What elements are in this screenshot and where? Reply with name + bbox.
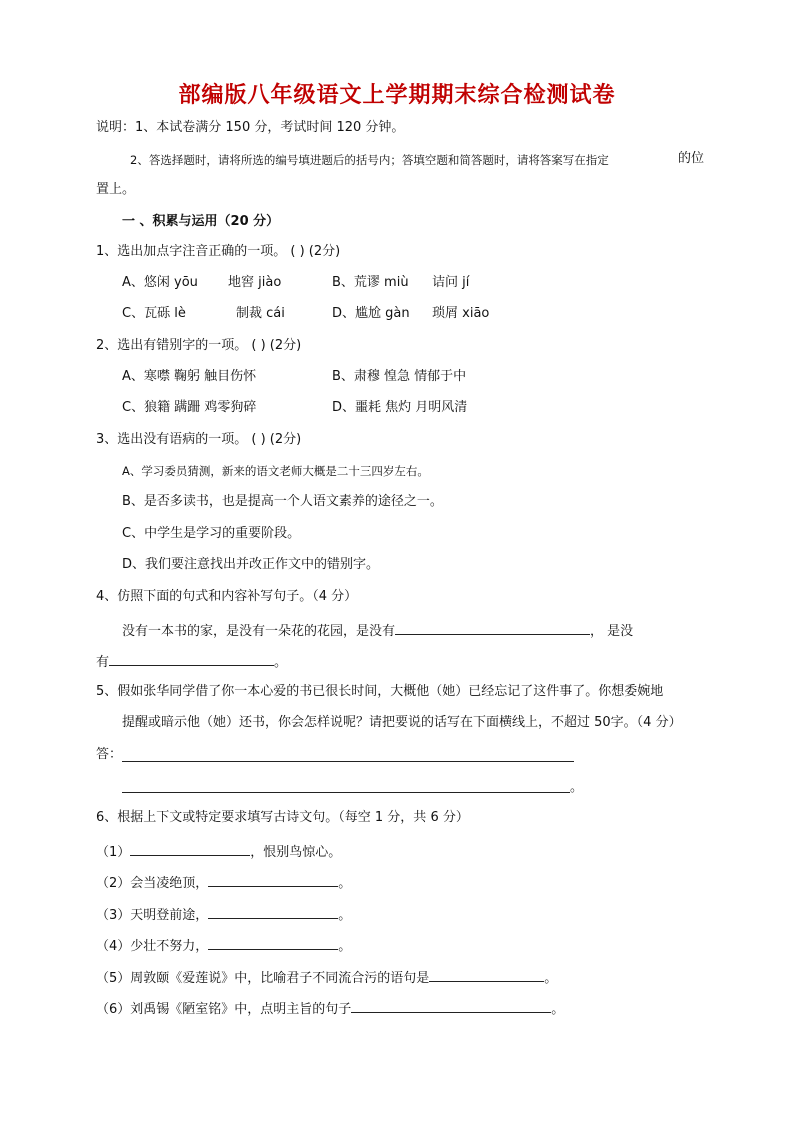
q1-option-a2: 地窖 jiào [228, 275, 282, 290]
q4-line-2 [96, 651, 287, 672]
q4-blank-1[interactable] [395, 620, 590, 635]
q2-option-d: D、噩耗 焦灼 月明风清 [332, 400, 468, 415]
q6-item-3-end: 。 [338, 908, 352, 923]
q1-option-a1: A、悠闲 yōu [122, 275, 198, 290]
q6-item-4-text: （4）少壮不努力， [96, 939, 209, 954]
q3-stem: 3、选出没有语病的一项。 ( ) (2分) [96, 432, 302, 447]
q6-blank-6[interactable] [351, 998, 551, 1013]
q6-item-2 [96, 872, 351, 893]
q2-stem: 2、选出有错别字的一项。 ( ) (2分) [96, 338, 302, 353]
q6-item-2-text: （2）会当凌绝顶， [96, 876, 209, 891]
q2-option-c: C、狼籍 蹒跚 鸡零狗碎 [122, 400, 257, 415]
q6-blank-4[interactable] [208, 935, 338, 950]
q4-stem: 4、仿照下面的句式和内容补写句子。（4 分） [96, 589, 358, 604]
q6-item-5 [96, 967, 557, 988]
q6-item-6 [96, 998, 564, 1019]
q1-option-c1: C、瓦砾 lè [122, 306, 186, 321]
q6-stem: 6、根据上下文或特定要求填写古诗文句。（每空 1 分，共 6 分） [96, 810, 469, 825]
q1-stem: 1、选出加点字注音正确的一项。 ( ) (2分) [96, 244, 341, 259]
q5-answer-label: 答： [96, 747, 123, 762]
note-1: 说明：1、本试卷满分 150 分，考试时间 120 分钟。 [96, 120, 405, 135]
q4-line-1 [122, 620, 633, 641]
q4-line-1-tail: ， 是没 [590, 624, 634, 639]
q5-line-1: 5、假如张华同学借了你一本心爱的书已很长时间，大概他（她）已经忘记了这件事了。你想委婉地 [96, 684, 664, 699]
note-2-tail: 的位 [678, 151, 705, 166]
q1-option-d1: D、尴尬 gàn [332, 306, 410, 321]
q6-blank-3[interactable] [208, 904, 338, 919]
q6-item-6-text: （6）刘禹锡《陋室铭》中，点明主旨的句子 [96, 1002, 352, 1017]
q6-item-4 [96, 935, 351, 956]
q6-item-3-text: （3）天明登前途， [96, 908, 209, 923]
q4-line-2-text: 有 [96, 655, 110, 670]
page-title: 部编版八年级语文上学期期末综合检测试卷 [178, 82, 616, 108]
q1-option-b1: B、荒谬 miù [332, 275, 409, 290]
q6-blank-1[interactable] [130, 841, 250, 856]
q6-item-5-text: （5）周敦颐《爱莲说》中，比喻君子不同流合污的语句是 [96, 971, 430, 986]
q6-item-4-end: 。 [338, 939, 352, 954]
q6-item-1-tail: ，恨别鸟惊心。 [250, 845, 342, 860]
q1-option-b2: 诘问 jí [432, 275, 470, 290]
q6-item-5-end: 。 [544, 971, 558, 986]
q6-blank-5[interactable] [429, 967, 544, 982]
section-heading: 一 、积累与运用（20 分） [122, 214, 280, 229]
q5-line-2: 提醒或暗示他（她）还书，你会怎样说呢？请把要说的话写在下面横线上，不超过 50字。（4 分） [122, 715, 682, 730]
q3-option-b: B、是否多读书，也是提高一个人语文素养的途径之一。 [122, 494, 443, 509]
q6-blank-2[interactable] [208, 872, 338, 887]
q1-option-c2: 制裁 cái [236, 306, 285, 321]
q6-item-3 [96, 904, 351, 925]
q5-answer-end: 。 [570, 780, 584, 795]
q3-option-c: C、中学生是学习的重要阶段。 [122, 526, 301, 541]
q2-option-b: B、肃穆 惶急 情郁于中 [332, 369, 467, 384]
q3-option-a: A、学习委员猜测，新来的语文老师大概是二十三四岁左右。 [122, 464, 429, 478]
q3-option-d: D、我们要注意找出并改正作文中的错别字。 [122, 557, 380, 572]
q4-blank-2[interactable] [109, 651, 274, 666]
q6-item-2-end: 。 [338, 876, 352, 891]
q2-option-a: A、寒噤 鞠躬 触目伤怀 [122, 369, 257, 384]
q6-item-1 [96, 841, 341, 862]
q6-item-6-end: 。 [551, 1002, 565, 1017]
q4-line-2-end: 。 [274, 655, 288, 670]
q6-item-1-num: （1） [96, 845, 131, 860]
note-2: 2、答选择题时，请将所选的编号填进题后的括号内；答填空题和简答题时，请将答案写在指定 [130, 153, 609, 167]
note-2-continued: 置上。 [96, 182, 136, 197]
q5-answer-line-1[interactable] [122, 761, 574, 762]
q1-option-d2: 琐屑 xiāo [432, 306, 490, 321]
q4-line-1-text: 没有一本书的家，是没有一朵花的花园，是没有 [122, 624, 396, 639]
q5-answer-line-2[interactable] [122, 792, 570, 793]
